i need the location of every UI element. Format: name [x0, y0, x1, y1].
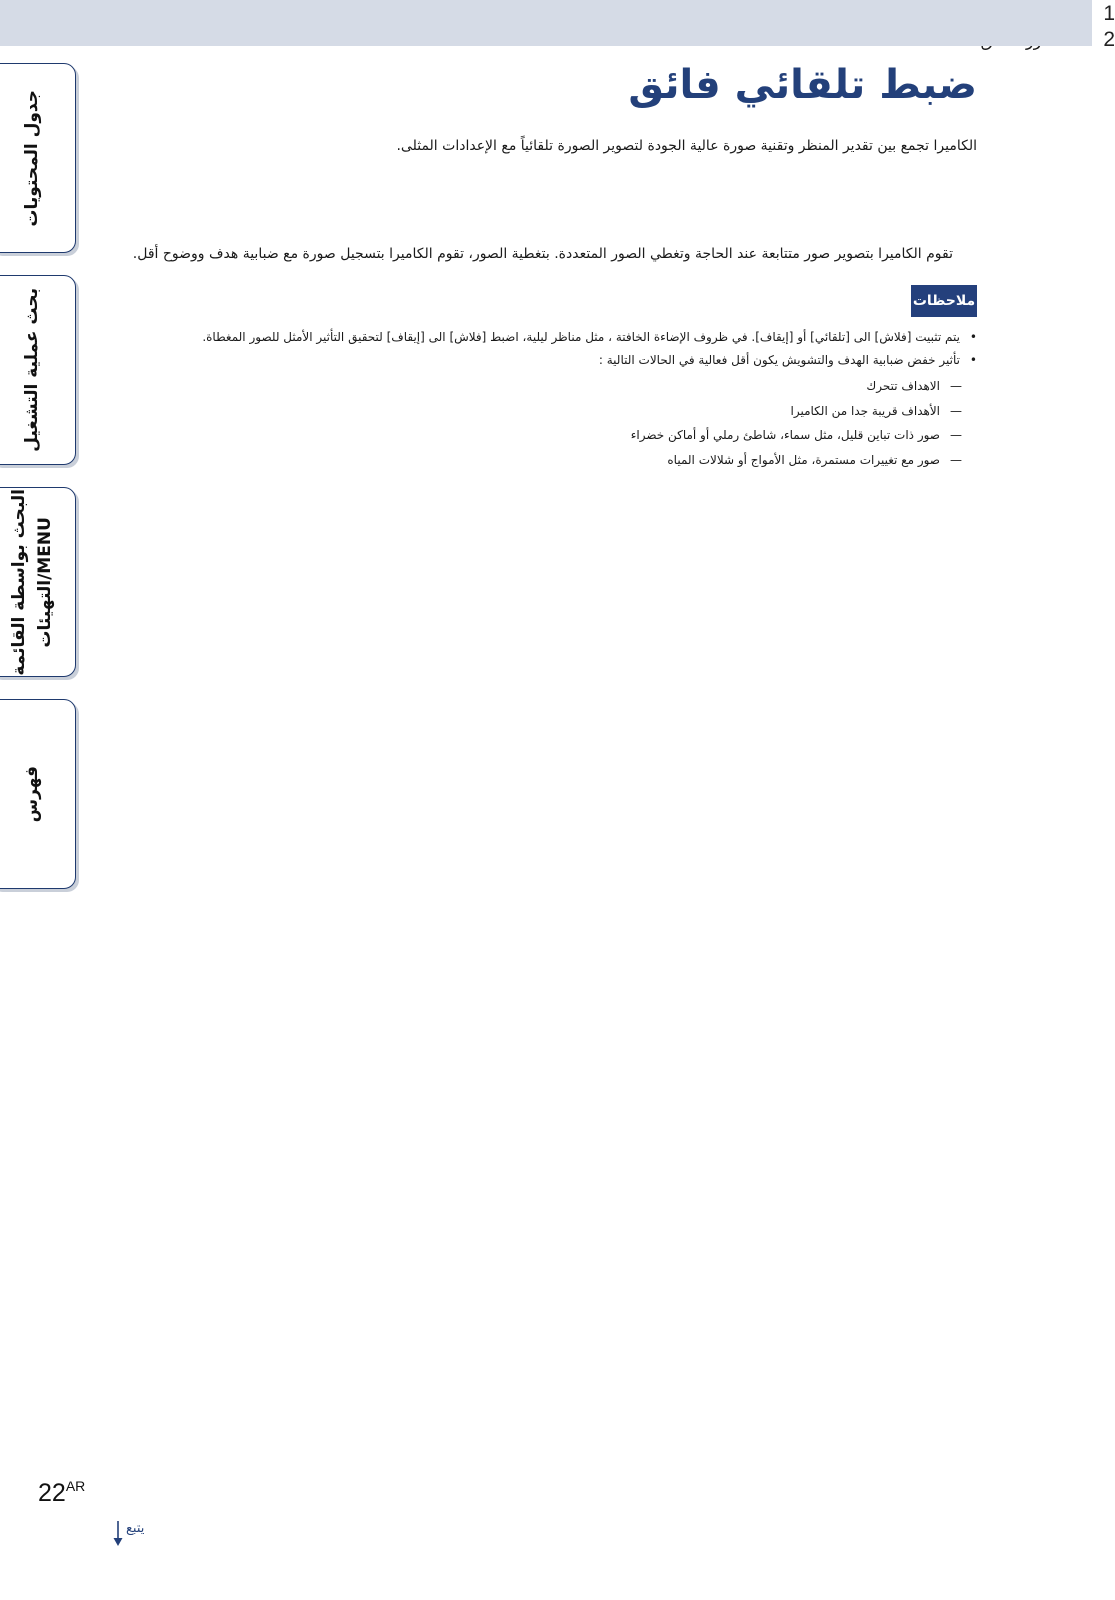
dash-icon: —: [950, 403, 962, 418]
tab-operation-search[interactable]: [0, 275, 76, 465]
tab-menu-settings-search[interactable]: [0, 487, 76, 677]
note-text: تأثير خفض ضبابية الهدف والتشويش يكون أقل فعالية في الحالات التالية :: [598, 353, 960, 367]
page-number: [38, 1478, 85, 1508]
conditions-list: [630, 374, 962, 472]
continue-link[interactable]: [113, 1521, 144, 1547]
tab-index[interactable]: [0, 699, 76, 889]
continue-label: يتبع: [126, 1521, 145, 1536]
page-number-value: 22: [38, 1479, 66, 1507]
condition-text: صور مع تغييرات مستمرة، مثل الأمواج أو شلالات المياه: [667, 452, 940, 467]
notes-list: [202, 326, 977, 372]
note-text: يتم تثبيت [فلاش] الى [تلقائي] أو [إيقاف]. في ظروف الإضاءة الخافتة ، مثل مناظر ليلية، اضبط [فلاش] الى [إيقاف] لتحقيق التأثير الأمثل للصور المغطاة.: [202, 330, 960, 344]
tab-label: فهرس: [22, 765, 42, 823]
arrow-down-icon: [113, 1521, 123, 1547]
tab-label: البحث بواسطة القائمة MENU/التهيئات: [9, 488, 55, 676]
dash-icon: —: [950, 452, 962, 467]
note-item: [202, 326, 977, 349]
condition-text: صور ذات تباين قليل، مثل سماء، شاطئ رملي أو أماكن خضراء: [630, 428, 940, 442]
condition-item: [631, 374, 962, 399]
condition-item: [631, 448, 962, 473]
tab-table-of-contents[interactable]: [0, 63, 76, 253]
condition-item: [630, 423, 962, 448]
step-number: 2: [1103, 28, 1115, 51]
tab-label: بحث عملية التشغيل: [22, 288, 42, 452]
page-title: ضبط تلقائي فائق: [628, 62, 977, 108]
header-band: [0, 0, 1092, 46]
condition-text: الاهداف تتحرك: [866, 379, 940, 393]
step-number: 1: [1103, 2, 1115, 25]
page-language-suffix: AR: [65, 1478, 86, 1494]
tab-label: جدول المحتويات: [22, 89, 42, 227]
condition-text: الأهداف قريبة جدا من الكاميرا: [790, 403, 940, 418]
dash-icon: —: [950, 379, 962, 393]
bullet-icon: •: [969, 330, 977, 344]
bullet-icon: •: [969, 353, 977, 367]
step-2-description: تقوم الكاميرا بتصوير صور متتابعة عند الحاجة وتغطي الصور المتعددة. بتغطية الصور، تقوم الكاميرا بتسجيل صورة مع ضبابية هدف ووضوح أقل.: [132, 246, 953, 262]
intro-text: الكاميرا تجمع بين تقدير المنظر وتقنية صورة عالية الجودة لتصوير الصورة تلقائياً مع الإعدادات المثلى.: [396, 138, 977, 154]
dash-icon: —: [950, 428, 962, 442]
condition-item: [631, 399, 962, 424]
note-item: [202, 349, 977, 372]
notes-heading: ملاحظات: [911, 285, 977, 317]
